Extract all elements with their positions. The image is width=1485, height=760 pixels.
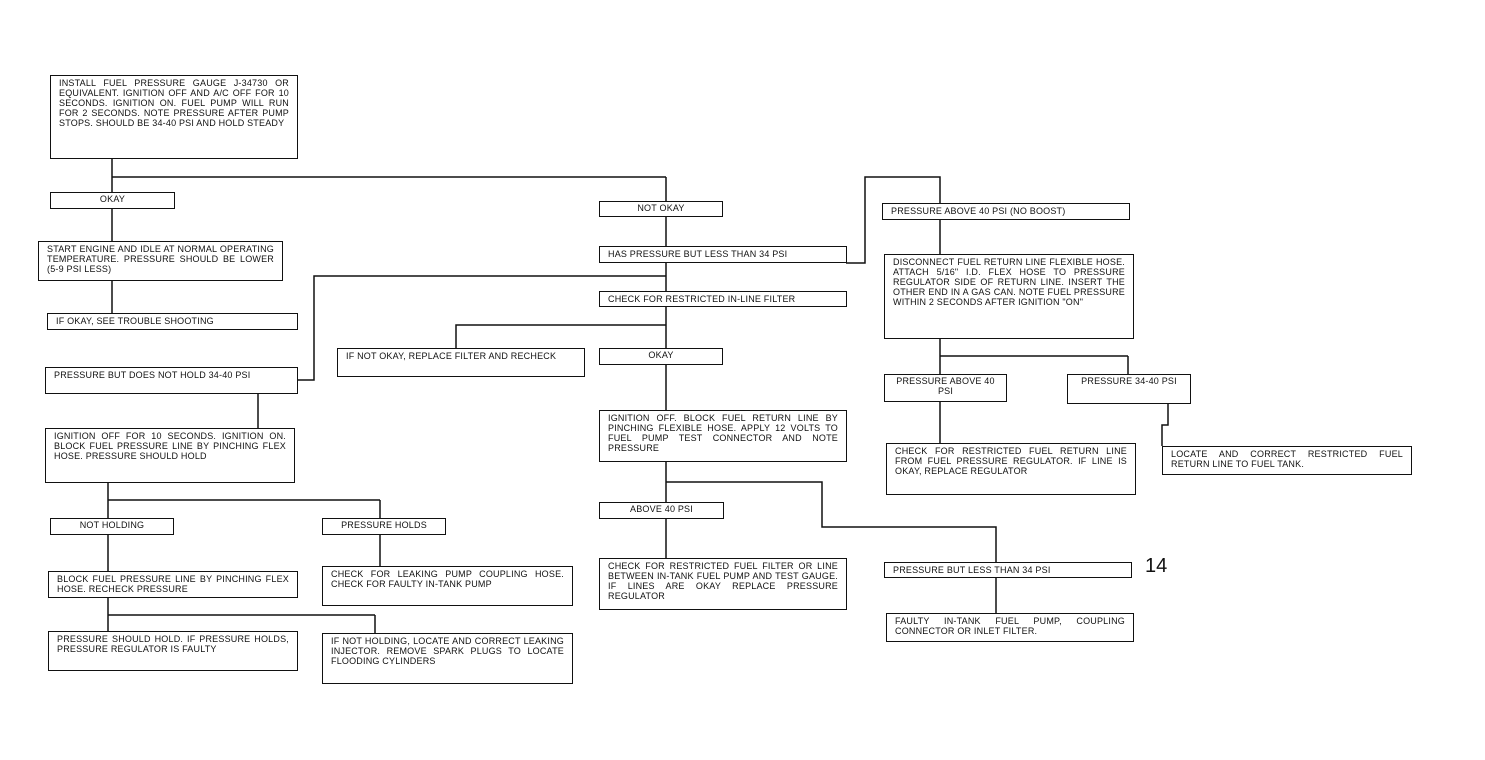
connector — [456, 325, 666, 348]
connector — [846, 177, 940, 263]
block-fuel-line-step: BLOCK FUEL PRESSURE LINE BY PINCHING FLEX HOSE. RECHECK PRESSURE — [48, 571, 298, 598]
ignition-off-10-step: IGNITION OFF FOR 10 SECONDS. IGNITION ON. BLOCK FUEL PRESSURE LINE BY PINCHING FLEX HOSE. PRESSURE SHOULD HOLD — [45, 428, 295, 483]
ignition-off-block-step: IGNITION OFF. BLOCK FUEL RETURN LINE BY PINCHING FLEXIBLE HOSE. APPLY 12 VOLTS TO FUEL PUMP TEST CONNECTOR AND NOTE PRESSURE — [599, 410, 847, 462]
above-40-label: ABOVE 40 PSI — [599, 502, 724, 519]
connector — [1162, 403, 1168, 446]
install-gauge-step: INSTALL FUEL PRESSURE GAUGE J-34730 OR EQUIVALENT. IGNITION OFF AND A/C OFF FOR 10 SECONDS. IGNITION ON. FUEL PUMP WILL RUN FOR 2 SECONDS. NOTE PRESSURE AFTER PUMP STOPS. SHOULD BE 34-40 PSI AND HOLD STEADY — [50, 75, 298, 159]
if-okay-troubleshooting: IF OKAY, SEE TROUBLE SHOOTING — [47, 313, 298, 330]
pressure-does-not-hold-label: PRESSURE BUT DOES NOT HOLD 34-40 PSI — [45, 367, 298, 394]
okay-branch-label: OKAY — [50, 192, 175, 209]
pressure-holds-label: PRESSURE HOLDS — [322, 518, 446, 535]
start-engine-step: START ENGINE AND IDLE AT NORMAL OPERATING TEMPERATURE. PRESSURE SHOULD BE LOWER (5-9 PSI LESS) — [38, 241, 283, 281]
not-okay-branch-label: NOT OKAY — [599, 201, 723, 217]
pressure-less-34-label: PRESSURE BUT LESS THAN 34 PSI — [884, 562, 1132, 578]
pressure-should-hold-step: PRESSURE SHOULD HOLD. IF PRESSURE HOLDS, PRESSURE REGULATOR IS FAULTY — [48, 631, 298, 671]
pressure-34-40-label: PRESSURE 34-40 PSI — [1067, 374, 1191, 404]
okay-filter-label: OKAY — [599, 348, 723, 365]
locate-correct-return-step: LOCATE AND CORRECT RESTRICTED FUEL RETURN LINE TO FUEL TANK. — [1162, 446, 1412, 475]
if-not-holding-step: IF NOT HOLDING, LOCATE AND CORRECT LEAKING INJECTOR. REMOVE SPARK PLUGS TO LOCATE FLOODING CYLINDERS — [322, 633, 573, 684]
disconnect-return-line-step: DISCONNECT FUEL RETURN LINE FLEXIBLE HOSE. ATTACH 5/16" I.D. FLEX HOSE TO PRESSURE REGULATOR SIDE OF RETURN LINE. INSERT THE OTHER END IN A GAS CAN. NOTE FUEL PRESSURE WITHIN 2 SECONDS AFTER IGNITION "ON" — [884, 254, 1134, 339]
check-leaking-pump-step: CHECK FOR LEAKING PUMP COUPLING HOSE. CHECK FOR FAULTY IN-TANK PUMP — [322, 566, 573, 606]
check-inline-filter-step: CHECK FOR RESTRICTED IN-LINE FILTER — [599, 291, 847, 307]
not-holding-label: NOT HOLDING — [50, 518, 174, 535]
check-restricted-filter-step: CHECK FOR RESTRICTED FUEL FILTER OR LINE BETWEEN IN-TANK FUEL PUMP AND TEST GAUGE. IF LINES ARE OKAY REPLACE PRESSURE REGULATOR — [599, 558, 847, 610]
has-pressure-less-34-label: HAS PRESSURE BUT LESS THAN 34 PSI — [599, 246, 847, 263]
page-number: 14 — [1145, 555, 1168, 577]
faulty-pump-step: FAULTY IN-TANK FUEL PUMP, COUPLING CONNECTOR OR INLET FILTER. — [886, 613, 1134, 642]
if-not-okay-replace-filter: IF NOT OKAY, REPLACE FILTER AND RECHECK — [337, 348, 585, 377]
check-return-line-step: CHECK FOR RESTRICTED FUEL RETURN LINE FROM FUEL PRESSURE REGULATOR. IF LINE IS OKAY, REPLACE REGULATOR — [886, 443, 1136, 495]
pressure-above-40-no-boost-label: PRESSURE ABOVE 40 PSI (NO BOOST) — [882, 203, 1130, 220]
pressure-above-40-label: PRESSURE ABOVE 40 PSI — [884, 374, 1007, 402]
